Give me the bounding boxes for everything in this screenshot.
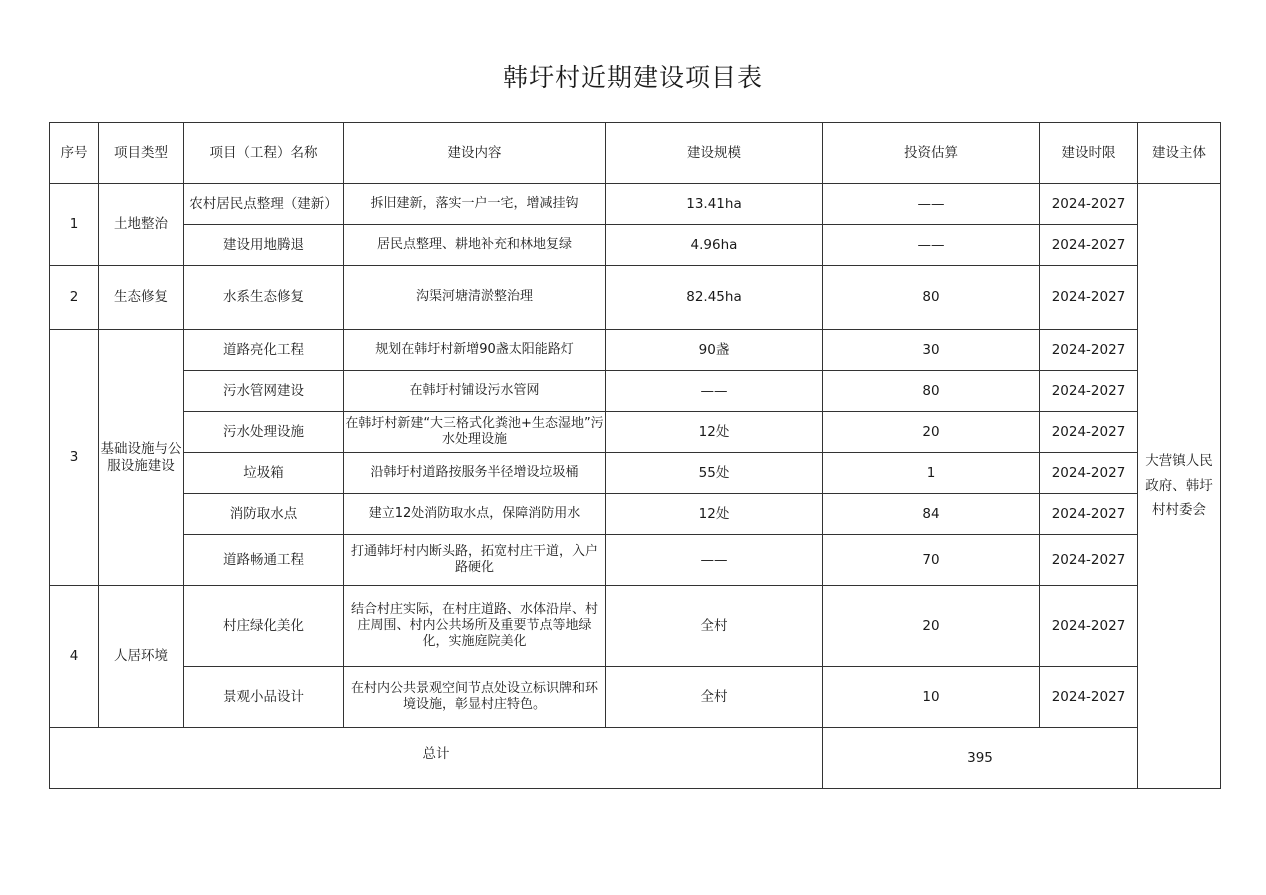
row-invest: 30 [823,330,1040,371]
row-name: 景观小品设计 [184,667,344,728]
row-name: 消防取水点 [184,494,344,535]
header-seq: 序号 [50,123,99,184]
row-name: 污水处理设施 [184,412,344,453]
row-name: 农村居民点整理（建新） [184,184,344,225]
row-invest: 70 [823,535,1040,586]
row-content: 在韩圩村新建“大三格式化粪池+生态湿地”污水处理设施 [344,412,606,453]
table-row [50,184,1221,225]
header-name: 项目（工程）名称 [184,123,344,184]
table-row [50,453,1221,494]
group-type: 土地整治 [99,184,184,266]
table-row [50,412,1221,453]
total-row [50,728,1221,789]
row-invest: 80 [823,266,1040,330]
header-type: 项目类型 [99,123,184,184]
header-owner: 建设主体 [1138,123,1221,184]
header-invest: 投资估算 [823,123,1040,184]
group-seq: 2 [50,266,99,330]
row-period: 2024-2027 [1040,667,1138,728]
row-name: 建设用地腾退 [184,225,344,266]
table-row [50,535,1221,586]
row-content: 建立12处消防取水点，保障消防用水 [344,494,606,535]
row-content: 打通韩圩村内断头路，拓宽村庄干道，入户路硬化 [344,535,606,586]
row-period: 2024-2027 [1040,453,1138,494]
row-invest: 1 [823,453,1040,494]
header-row [50,123,1221,184]
row-scale: —— [606,371,823,412]
header-scale: 建设规模 [606,123,823,184]
row-name: 村庄绿化美化 [184,586,344,667]
row-scale: 12处 [606,494,823,535]
row-period: 2024-2027 [1040,184,1138,225]
group-type: 人居环境 [99,586,184,728]
row-scale: 82.45ha [606,266,823,330]
row-content: 结合村庄实际，在村庄道路、水体沿岸、村庄周围、村内公共场所及重要节点等地绿化，实施庭院美化 [344,586,606,667]
owner-cell: 大营镇人民政府、韩圩村村委会 [1138,184,1221,789]
row-period: 2024-2027 [1040,371,1138,412]
table-row [50,494,1221,535]
row-content: 在韩圩村铺设污水管网 [344,371,606,412]
row-scale: 4.96ha [606,225,823,266]
group-type: 生态修复 [99,266,184,330]
group-seq: 4 [50,586,99,728]
row-invest: —— [823,184,1040,225]
header-content: 建设内容 [344,123,606,184]
row-period: 2024-2027 [1040,330,1138,371]
table-row [50,266,1221,330]
row-content: 沿韩圩村道路按服务半径增设垃圾桶 [344,453,606,494]
group-seq: 1 [50,184,99,266]
row-period: 2024-2027 [1040,535,1138,586]
row-period: 2024-2027 [1040,225,1138,266]
row-period: 2024-2027 [1040,586,1138,667]
row-scale: 90盏 [606,330,823,371]
group-type: 基础设施与公服设施建设 [99,330,184,586]
page-title: 韩圩村近期建设项目表 [502,63,763,92]
project-table [49,122,1221,789]
row-invest: —— [823,225,1040,266]
row-content: 在村内公共景观空间节点处设立标识牌和环境设施，彰显村庄特色。 [344,667,606,728]
row-invest: 10 [823,667,1040,728]
row-invest: 20 [823,412,1040,453]
row-content: 居民点整理、耕地补充和林地复绿 [344,225,606,266]
total-label: 总计 [50,728,823,789]
row-content: 拆旧建新，落实一户一宅，增减挂钩 [344,184,606,225]
row-period: 2024-2027 [1040,412,1138,453]
row-invest: 20 [823,586,1040,667]
row-name: 水系生态修复 [184,266,344,330]
table-row [50,371,1221,412]
row-scale: —— [606,535,823,586]
row-period: 2024-2027 [1040,494,1138,535]
row-name: 道路畅通工程 [184,535,344,586]
row-scale: 12处 [606,412,823,453]
header-period: 建设时限 [1040,123,1138,184]
row-content: 规划在韩圩村新增90盏太阳能路灯 [344,330,606,371]
row-scale: 全村 [606,586,823,667]
row-period: 2024-2027 [1040,266,1138,330]
row-invest: 84 [823,494,1040,535]
row-scale: 全村 [606,667,823,728]
row-scale: 13.41ha [606,184,823,225]
table-row [50,586,1221,667]
row-name: 垃圾箱 [184,453,344,494]
total-value: 395 [823,728,1138,789]
row-content: 沟渠河塘清淤整治理 [344,266,606,330]
row-name: 污水管网建设 [184,371,344,412]
row-scale: 55处 [606,453,823,494]
group-seq: 3 [50,330,99,586]
row-invest: 80 [823,371,1040,412]
row-name: 道路亮化工程 [184,330,344,371]
table-row [50,330,1221,371]
table-row [50,667,1221,728]
table-row [50,225,1221,266]
